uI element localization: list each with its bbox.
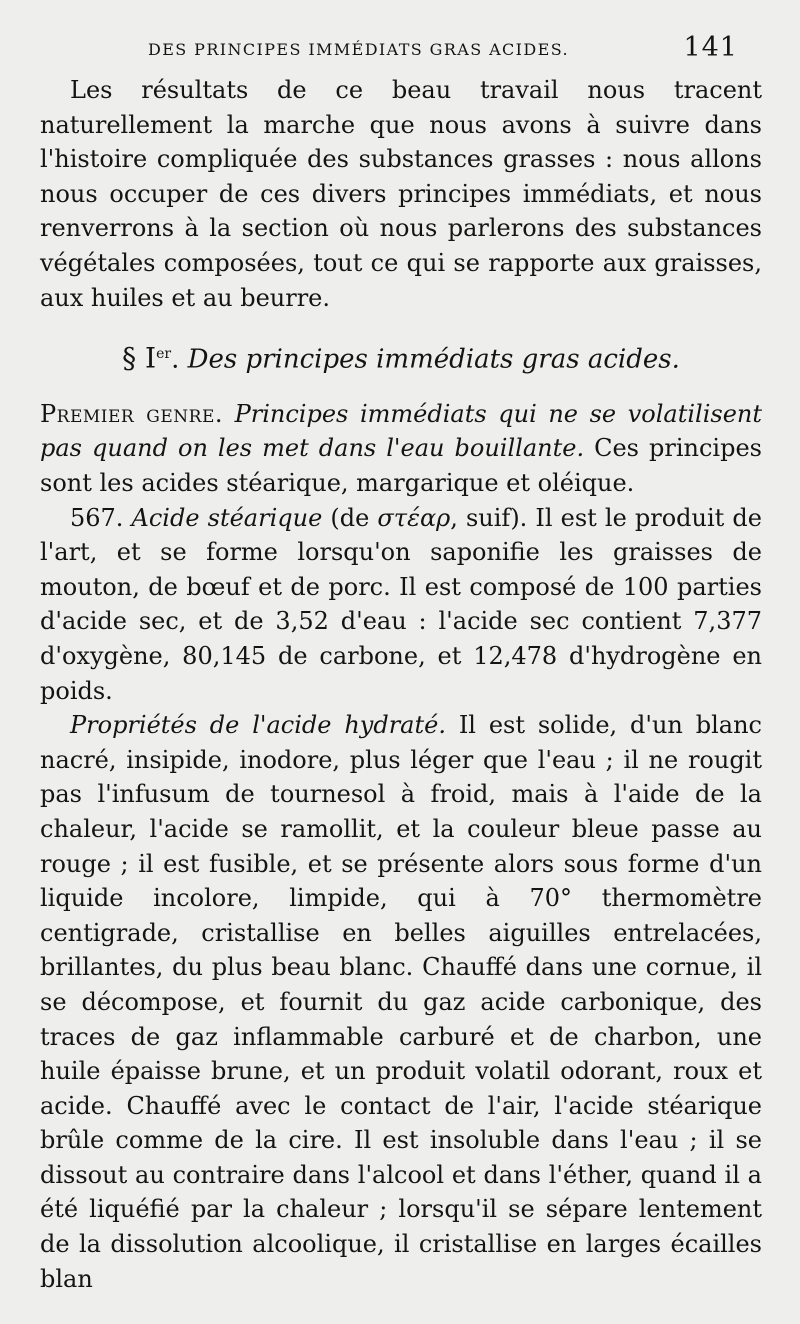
section-title: Des principes immédiats gras acides. — [187, 344, 680, 375]
article-number: 567. — [70, 503, 124, 532]
section-heading — [40, 337, 762, 377]
article-567 — [40, 501, 762, 709]
genre-rest: Ces principes sont les acides stéarique, margarique et oléique. — [40, 434, 762, 497]
section-superscript: er — [156, 346, 172, 363]
genre-label: Premier genre. — [40, 399, 223, 428]
page-header — [140, 28, 740, 64]
genre-paragraph — [40, 397, 762, 501]
proprietes-paragraph — [40, 708, 762, 1296]
proprietes-text: Il est solide, d'un blanc nacré, insipide, inodore, plus léger que l'eau ; il ne rougit pas l'infusum de tournesol à froid, mais à l'aide de la chaleur, l'acide se ramollit, et la couleur bleue passe au rouge ; il est fusible, et se présente alors sous forme d'un liquide incolore, limpide, qui à 70° thermomètre centigrade, cristallise en belles aiguilles entrelacées, brillantes, du plus beau blanc. Chauffé dans une cornue, il se décompose, et fournit du gaz acide carbonique, des traces de gaz inflammable carburé et de charbon, une huile épaisse brune, et un produit volatil odorant, roux et acide. Chauffé avec le contact de l'air, l'acide stéarique brûle comme de la cire. Il est insoluble dans l'eau ; il se dissout au contraire dans l'alcool et dans l'éther, quand il a été liquéfié par la chaleur ; lorsqu'il se sépare lentement de la dissolution alcoolique, il cristallise en larges écailles blan — [40, 711, 762, 1293]
body-text — [40, 73, 762, 1296]
etym-open: (de — [330, 503, 370, 532]
section-symbol: § I — [122, 341, 157, 375]
intro-paragraph: Les résultats de ce beau travail nous tracent naturellement la marche que nous avons à suivre dans l'histoire compliquée des substances grasses : nous allons nous occuper de ces divers principes immédiats, et nous renverrons à la section où nous parlerons des substances végétales composées, tout ce qui se rapporte aux graisses, aux huiles et au beurre. — [40, 76, 762, 312]
proprietes-heading: Propriétés de l'acide hydraté. — [70, 711, 446, 740]
page-number: 141 — [683, 32, 738, 63]
genre-italic: Principes immédiats qui ne se volatilisent pas quand on les met dans l'eau bouillante. — [40, 399, 763, 463]
article-title: Acide stéarique — [131, 503, 323, 532]
running-head: DES PRINCIPES IMMÉDIATS GRAS ACIDES. — [148, 40, 569, 59]
section-dot: . — [171, 344, 180, 375]
etym-close: , suif). — [450, 503, 528, 532]
greek-word: στέαρ — [377, 503, 451, 532]
article-text: Il est le produit de l'art, et se forme lorsqu'on saponifie les graisses de mouton, de bœuf et de porc. Il est composé de 100 parties d'acide sec, et de 3,52 d'eau : l'acide sec contient 7,377 d'oxygène, 80,145 de carbone, et 12,478 d'hydrogène en poids. — [40, 503, 762, 705]
